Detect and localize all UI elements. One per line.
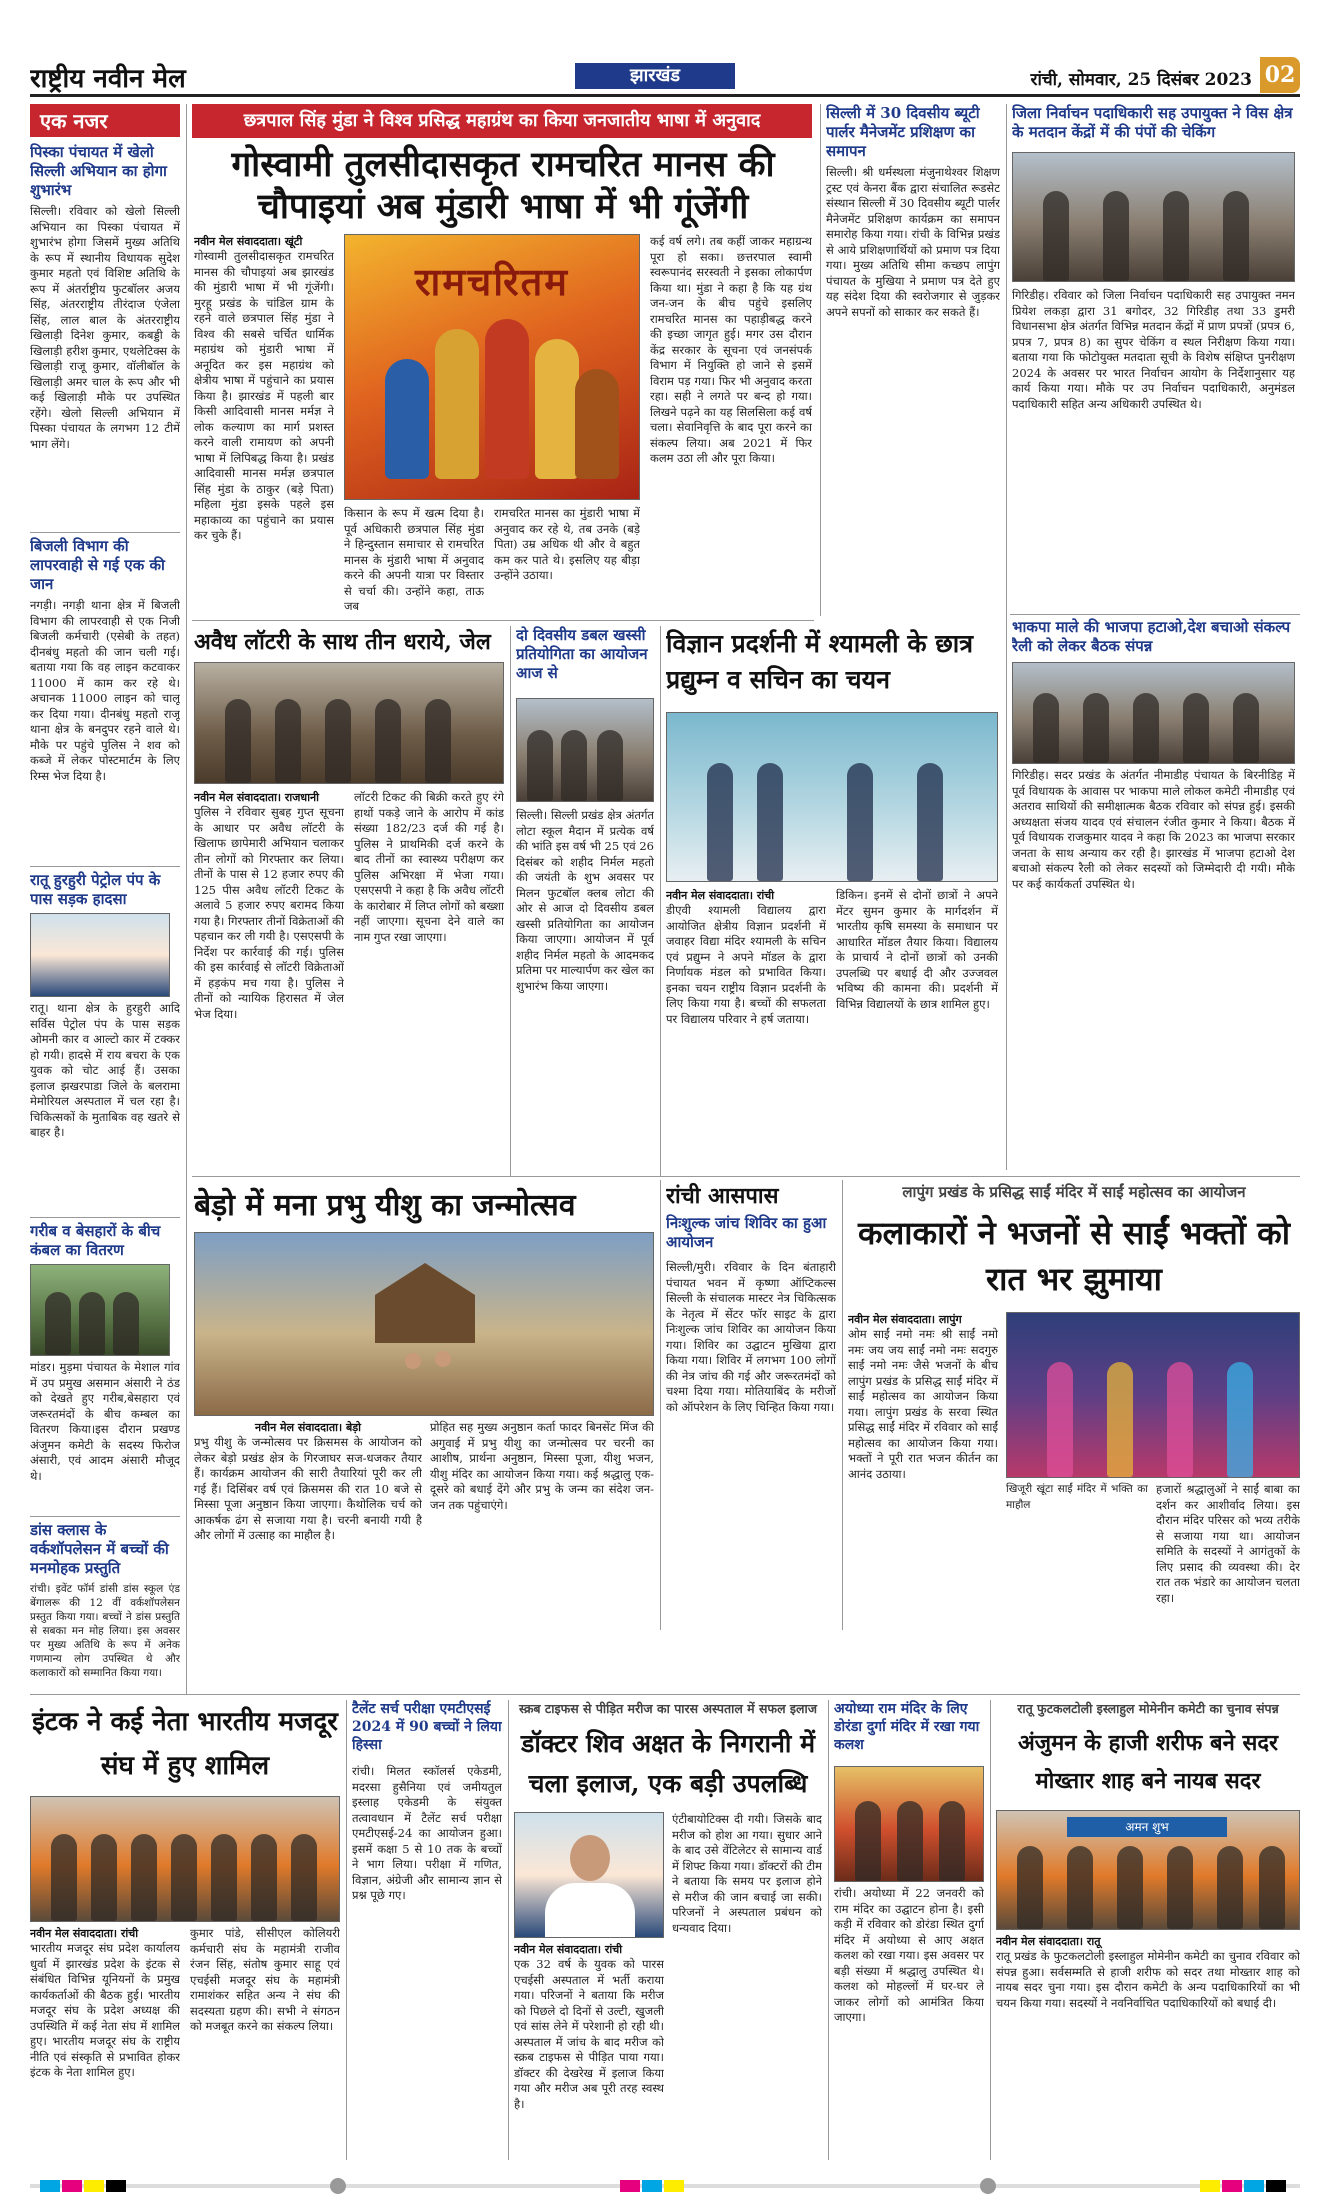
story-body: प्रभु यीशु के जन्मोत्सव पर क्रिसमस के आयोजन को लेकर बेड़ो प्रखंड क्षेत्र के गिरजाघर सज-धजकर तैयार हैं। कार्यक्रम आयोजन की सारी तैयारियां पूरी कर ली गई हैं। दिसिंबर वर्ष एवं क्रिसमस की रात 10 बजे से मिस्सा पूजा अनुष्ठान किया जाएगा। कैथोलिक चर्च को आकर्षक ढंग से सजाया गया है। चरनी बनायी गयी है और लोगों में उत्साह का माहौल है।	[194, 1435, 422, 1542]
ramayan-cover-photo: रामचरितम	[344, 234, 640, 500]
story-headline: सिल्ली में 30 दिवसीय ब्यूटी पार्लर मैनेजमेंट प्रशिक्षण का समापन	[826, 104, 980, 160]
story-body: एक 32 वर्ष के युवक को पारस एचईसी अस्पताल में भर्ती कराया गया। परिजनों ने बताया कि मरीज को पिछले दो दिनों से उल्टी, खुजली एवं सांस लेने में परेशानी हो रही थी। अस्पताल में जांच के बाद मरीज को स्क्रब टाइफस से पीड़ित पाया गया। डॉक्टर की देखरेख में इलाज किया गया और मरीज अब पूरी तरह स्वस्थ है।	[514, 1957, 664, 2111]
color-swatch	[1222, 2180, 1242, 2192]
sai-bhajan-photo	[1006, 1312, 1300, 1478]
story-headline: रातू हुरहुरी पेट्रोल पंप के पास सड़क हादसा	[30, 866, 180, 909]
story-body: रांची। मिलत स्कॉलर्स एकेडमी, मदरसा हुसैनिया एवं जमीयतुल इस्लाह एकेडमी के संयुक्त तत्वावधान में टैलेंट सर्च परीक्षा एमटीएसई-24 का आयोजन हुआ। इसमें कक्षा 5 से 10 तक के बच्चों ने भाग लिया। परीक्षा में गणित, विज्ञान, अंग्रेजी और सामान्य ज्ञान से प्रश्न पूछे गए।	[352, 1764, 502, 1902]
color-swatch	[106, 2180, 126, 2192]
color-swatch	[40, 2180, 60, 2192]
doctor-kicker: स्क्रब टाइफस से पीड़ित मरीज का पारस अस्पताल में सफल इलाज	[518, 1701, 818, 1716]
story-body: रातू। थाना क्षेत्र के हुरहुरी आदि सर्विस पेट्रोल पंप के पास सड़क ओमनी कार व आल्टो कार में टक्कर हो गयी। हादसे में राय बचरा के एक युवक को चोट आई हैं। उसका इलाज झखरपाडा जिले के बलरामा मेमोरियल अस्पताल में चल रहा है। चिकित्सकों के मुताबिक वह खतरे से बाहर है।	[30, 1001, 180, 1139]
doctor-headline: डॉक्टर शिव अक्षत के निगरानी में चला इलाज, एक बड़ी उपलब्धि	[520, 1729, 816, 1798]
beauty-story	[826, 104, 1000, 616]
doctor-photo	[514, 1812, 664, 1938]
photo-caption: खिजूरी खूंटा साईं मंदिर में भक्ति का माहौल	[1006, 1483, 1148, 1511]
bjp-headline: भाकपा माले की भाजपा हटाओ,देश बचाओ संकल्प रैली को लेकर बैठक संपन्न	[1012, 618, 1291, 655]
story-body: रातू प्रखंड के फुटकलटोली इस्लाहुल मोमेनीन कमेटी का चुनाव रविवार को संपन्न हुआ। सर्वसम्मति से हाजी शरीफ को सदर तथा मोख्तार शाह को नायब सदर चुना गया। इस दौरान कमेटी के अन्य पदाधिकारियों का भी चयन किया गया। सदस्यों ने नवनिर्वाचित पदाधिकारियों को बधाई दी।	[996, 1949, 1300, 2010]
story-body: मांडर। मुड़मा पंचायत के मेशाल गांव में उप प्रमुख असमान अंसारी ने ठंड को देखते हुए गरीब,बेसहारा एवं जरूरतमंदों के बीच कम्बल का वितरण किया।इस दौरान प्रखण्ड अंजुमन कमेटी के सदस्य फिरोज अंसारी, एवं आदम अंसारी मौजूद थे।	[30, 1360, 180, 1483]
color-swatch	[620, 2180, 640, 2192]
print-registration-bar	[0, 2168, 1325, 2205]
story-headline: बिजली विभाग की लापरवाही से गई एक की जान	[30, 532, 180, 594]
story-body: सिल्ली। रविवार को खेलो सिल्ली अभियान का पिस्का पंचायत में शुभारंभ होगा जिसमें मुख्य अतिथि के रूप में स्थानीय विधायक सुदेश कुमार महतो एवं विशिष्ट अतिथि के रूप में अंतर्राष्ट्रीय फुटबॉलर अजय सिंह, अंतरराष्ट्रीय तीरंदाज एंजेला सिंह, लाल बाल के अंतरराष्ट्रीय खिलाड़ी दिनेश कुमार, कबड्डी के खिलाड़ी हरीश कुमार, एथलेटिक्स के खिलाड़ी राजू कुमार, वॉलीबॉल के खिलाड़ी अमर चाल के रूप और भी कई खिलाड़ी मौके पर उपस्थित रहेंगे। खेलो सिल्ली अभियान में पिस्का पंचायत के लगभग 12 टीमें भाग लेंगे।	[30, 204, 180, 451]
lead-headline: गोस्वामी तुलसीदासकृत रामचरित मानस की चौपाइयां अब मुंडारी भाषा में भी गूंजेंगी	[231, 144, 775, 227]
story-body: किसान के रूप में खत्म दिया है। पूर्व अधिकारी छत्रपाल सिंह मुंडा ने हिन्दुस्तान समाचार से रामचरित मानस के मुंडारी भाषा में अनुवाद करने की अपनी यात्रा पर विस्तार से चर्चा की। उन्होंने कहा, ताऊ जब	[344, 506, 484, 613]
section-tag: झारखंड	[575, 63, 735, 89]
camp-headline: निःशुल्क जांच शिविर का हुआ आयोजन	[666, 1214, 827, 1251]
byline: नवीन मेल संवाददाता। रातू	[996, 1935, 1101, 1948]
story-headline: डांस क्लास के वर्कशॉपलेसन में बच्चों की मनमोहक प्रस्तुति	[30, 1516, 180, 1578]
sai-kicker: लापुंग प्रखंड के प्रसिद्ध साईं मंदिर में साईं महोत्सव का आयोजन	[902, 1183, 1246, 1201]
blanket-photo	[30, 1264, 170, 1356]
story-body: भारतीय मजदूर संघ प्रदेश कार्यालय धुर्वा में झारखंड प्रदेश के इंटक से संबंधित विभिन्न यूनियनों के प्रमुख कार्यकर्ताओं की बैठक हुई। भारतीय मजदूर संघ के प्रदेश अध्यक्ष की उपस्थिति में कई नेता संघ में शामिल हुए। भारतीय मजदूर संघ के राष्ट्रीय नीति एवं संस्कृति से प्रभावित होकर इंटक के नेता शामिल हुए।	[30, 1941, 180, 2079]
byline: नवीन मेल संवाददाता। बेड़ो	[255, 1421, 361, 1434]
doctor-story-col1	[514, 1942, 664, 2160]
page-number: 02	[1260, 57, 1300, 93]
story-body: सिल्ली। सिल्ली प्रखंड क्षेत्र अंतर्गत लोटा स्कूल मैदान में प्रत्येक वर्ष की भांति इस वर्ष भी 25 एवं 26 दिसंबर को शहीद निर्मल महतो की जयंती के शुभ अवसर पर मिलन फुटबॉल क्लब लोटा की ओर से आज दो दिवसीय डबल खस्सी प्रतियोगिता का आयोजन किया जाएगा। आयोजन में पूर्व शहीद निर्मल महतो के आदमकद प्रतिमा पर माल्यार्पण कर खेल का शुभारंभ किया जाएगा।	[516, 808, 654, 993]
story-headline: पिस्का पंचायत में खेलो सिल्ली अभियान का होगा शुभारंभ	[30, 143, 167, 199]
masthead	[30, 55, 1300, 97]
intuc-group-photo	[30, 1796, 340, 1922]
ek-nazar-title: एक नजर	[30, 104, 180, 137]
story-headline: जिला निर्वाचन पदाधिकारी सह उपायुक्त ने विस क्षेत्र के मतदान केंद्रों में की पंपों की चेकिंग	[1012, 104, 1293, 141]
story-body: कुमार पांडे, सीसीएल कोलियरी कर्मचारी संघ के महामंत्री राजीव रंजन सिंह, संतोष कुमार साहू एवं एचईसी मजदूर संघ के महामंत्री रामाशंकर सहित अन्य ने संघ की सदस्यता ग्रहण की। सभी ने संगठन को मजबूत करने का संकल्प लिया।	[190, 1926, 340, 2033]
lead-story-col1	[194, 234, 334, 614]
story-body: सिल्ली। श्री धर्मस्थला मंजुनाथेश्वर शिक्षण ट्रस्ट एवं केनरा बैंक द्वारा संचालित रूडसेट संस्थान सिल्ली में 30 दिवसीय ब्यूटी पार्लर मैनेजमेंट प्रशिक्षण कार्यक्रम का समापन समारोह किया गया। रांची के विभिन्न प्रखंड से आये प्रशिक्षणार्थियों को प्रमाण पत्र दिया गया। मुख्य अतिथि सीमा कच्छप लापुंग पंचायत के मुखिया ने प्रमाण पत्र देते हुए यह संदेश दिया की स्वरोजगार से जुड़कर अपने सपनों को साकार कर सकते हैं।	[826, 165, 1000, 319]
accident-photo	[30, 913, 170, 997]
story-body: डीएवी श्यामली विद्यालय द्वारा आयोजित क्षेत्रीय विज्ञान प्रदर्शनी में जवाहर विद्या मंदिर श्यामली के सचिन एवं प्रद्युम्न ने अपने मॉडल के द्वारा निर्णायक मंडल को प्रभावित किया। इनका चयन राष्ट्रीय विज्ञान प्रदर्शनी के लिए किया गया है। बच्चों की सफलता पर विद्यालय परिवार ने हर्ष जताया।	[666, 903, 826, 1026]
khassi-headline: दो दिवसीय डबल खस्सी प्रतियोगिता का आयोजन आज से	[516, 626, 648, 682]
story-body: रामचरित मानस का मुंडारी भाषा में अनुवाद कर रहे थे, तब उनके (बड़े पिता) उम्र अधिक थी और वे बहुत कम कर पाते थे। इसलिए यह बीड़ा उन्होंने उठाया।	[494, 506, 640, 582]
election-photo	[1012, 152, 1295, 282]
color-swatch	[642, 2180, 662, 2192]
sai-story-col1	[848, 1312, 998, 1630]
sai-headline: कलाकारों ने भजनों से साईं भक्तों को रात भर झुमाया	[858, 1214, 1290, 1298]
story-body: रांची। अयोध्या में 22 जनवरी को राम मंदिर का उद्घाटन होना है। इसी कड़ी में रविवार को डोरंडा स्थित दुर्गा मंदिर में अयोध्या से आए अक्षत कलश को रखा गया। इस अवसर पर बड़ी संख्या में श्रद्धालु उपस्थित थे। कलश को मोहल्लों में घर-घर ले जाकर लोगों को आमंत्रित किया जाएगा।	[834, 1886, 984, 2024]
byline: नवीन मेल संवाददाता। रांची	[514, 1943, 623, 1956]
story-body: पुलिस ने रविवार सुबह गुप्त सूचना के आधार पर अवैध लॉटरी के खिलाफ छापेमारी अभियान चलाकर तीन लोगों को गिरफ्तार कर लिया। तीनों के पास से 12 हजार रुपए की 125 पीस अवैध लॉटरी टिकट के अलावे 5 हजार रुपए बरामद किया गया है। गिरफ्तार तीनों विक्रेताओं की पहचान कर ली गयी है। एसएसपी के निर्देश पर कार्रवाई की गई। पुलिस की इस कार्रवाई से लॉटरी विक्रेताओं में हड़कंप मच गया है। पुलिस ने तीनों को न्यायिक हिरासत में जेल भेज दिया।	[194, 805, 344, 1021]
story-body: एंटीबायोटिक्स दी गयी। जिसके बाद मरीज को होश आ गया। सुधार आने के बाद उसे वेंटिलेटर से सामान्य वार्ड में शिफ्ट किया गया। डॉक्टरों की टीम ने बताया कि समय पर इलाज होने से मरीज की जान बचाई जा सकी। परिजनों ने अस्पताल प्रबंधन को धन्यवाद दिया।	[672, 1812, 822, 1935]
story-body: रांची। इवेंट फॉर्म डांसी डांस स्कूल एंड बेंगालरू की 12 वीं वर्कशॉपलेसन प्रस्तुत किया गया। बच्चों ने डांस प्रस्तुति से सबका मन मोह लिया। इस अवसर पर मुख्य अतिथि के रूप में अनेक गणमान्य लोग उपस्थित थे और कलाकारों को सम्मानित किया गया।	[30, 1583, 180, 1679]
story-body: ओम साईं नमो नमः श्री साईं नमो नमः जय जय साईं नमो नमः सदगुरु साईं नमो नमः जैसे भजनों के बीच लापुंग प्रखंड के प्रसिद्ध साईं मंदिर में साईं महोत्सव का आयोजन किया गया। लापुंग प्रखंड के सरवा स्थित प्रसिद्ध साईं मंदिर में रविवार को साईं महोत्सव का आयोजन किया गया। भक्तों ने पूरी रात भजन कीर्तन का आनंद उठाया।	[848, 1327, 998, 1481]
ayodhya-headline: अयोध्या राम मंदिर के लिए डोरंडा दुर्गा मंदिर में रखा गया कलश	[834, 1701, 980, 1753]
registration-mark	[330, 2178, 346, 2194]
registration-mark	[980, 2178, 996, 2194]
bjp-meeting-photo	[1012, 662, 1295, 764]
story-body: नगड़ी। नगड़ी थाना क्षेत्र में बिजली विभाग की लापरवाही से एक निजी बिजली कर्मचारी (एसेबी के तहत) दीनबंधु महतो की जान चली गई। बताया गया कि वह लाइन कटवाकर 11000 में काम कर रहे थे। अचानक 11000 लाइन को चालू कर दिया गया। दीनबंधु महतो राजू थाना क्षेत्र के बनदुपर रहने वाले थे। मौके पर पहुंचे पुलिस ने शव को कब्जे में लेकर पोस्टमार्टम के लिए रिम्स भेज दिया है।	[30, 598, 180, 783]
newspaper-logo: राष्ट्रीय नवीन मेल	[30, 64, 186, 94]
story-body: गिरिडीह। रविवार को जिला निर्वाचन पदाधिकारी सह उपायुक्त नमन प्रियेश लकड़ा द्वारा 31 बगोदर, 32 गिरिडीह तथा 33 डुमरी विधानसभा क्षेत्र अंतर्गत विभिन्न मतदान केंद्रों में प्राण प्रपत्रों (प्रपत्र 6, प्रपत्र 7, प्रपत्र 8) का सुपर चेकिंग व स्थल निरीक्षण किया गया। बताया गया कि फोटोयुक्त मतदाता सूची के विशेष संक्षिप्त पुनरीक्षण 2024 के अवसर पर भारत निर्वाचन आयोग के निर्देशानुसार यह कार्य किया गया। मौके पर उप निर्वाचन पदाधिकारी, अनुमंडल पदाधिकारी सहित अन्य अधिकारी उपस्थित थे।	[1012, 288, 1295, 411]
color-swatch	[84, 2180, 104, 2192]
story-body: गिरिडीह। सदर प्रखंड के अंतर्गत नीमाडीह पंचायत के बिरनीडिह में पूर्व विधायक के आवास पर भाकपा माले लोकल कमेटी नीमाडीह एवं अतराव साथियों की समीक्षात्मक बैठक रविवार को संपन्न हुई। इसकी अध्यक्षता संजय यादव एवं संचालन रंजीत कुमार ने किया। बैठक में पूर्व विधायक राजकुमार यादव ने कहा कि 2023 का भाजपा सरकार जनता के साथ अन्याय कर रही है। झारखंड में भाजपा हटाओ देश बचाओ संकल्प रैली को लेकर सदस्यों को जिम्मेदारी दी गयी। मौके पर कई कार्यकर्ता उपस्थित थे।	[1012, 768, 1295, 891]
byline: नवीन मेल संवाददाता। रांची	[666, 889, 775, 902]
intuc-headline: इंटक ने कई नेता भारतीय मजदूर संघ में हुए शामिल	[32, 1707, 338, 1781]
story-body: लॉटरी टिकट की बिक्री करते हुए रंगे हाथों पकड़े जाने के आरोप में कांड संख्या 182/23 दर्ज की गई है। पुलिस ने प्राथमिकी दर्ज करने के बाद तीनों का स्वास्थ्य परीक्षण कर पुलिस अभिरक्षा में भेजा गया। एसएसपी ने कहा है कि अवैध लॉटरी के कारोबार में लिप्त लोगों को बख्शा नहीं जाएगा। सूचना देने वाले का नाम गुप्त रखा जाएगा।	[354, 790, 504, 944]
talent-headline: टैलेंट सर्च परीक्षा एमटीएसई 2024 में 90 बच्चों ने लिया हिस्सा	[352, 1701, 502, 1753]
science-headline: विज्ञान प्रदर्शनी में श्यामली के छात्र प्रद्युम्न व सचिन का चयन	[666, 629, 974, 694]
intuc-story-col1	[30, 1926, 180, 2160]
kalash-photo	[834, 1766, 984, 1882]
anjuman-group-photo	[996, 1810, 1300, 1930]
story-body: प्रोहित सह मुख्य अनुष्ठान कर्ता फादर बिनसेंट मिंज की अगुवाई में प्रभु यीशु का जन्मोत्सव पर चरनी का आशीष, प्रार्थना अनुष्ठान, मिस्सा पूजा, यीशु भजन, यीशु मंदिर का आयोजन किया गया। कई श्रद्धालु एक-दूसरे को बधाई देंगे और प्रभु के जन्म का संदेश जन-जन तक पहुंचाएंगे।	[430, 1420, 654, 1512]
story-body: सिल्ली/मुरी। रविवार के दिन बंताहारी पंचायत भवन में कृष्णा ऑप्टिकल्स सिल्ली के संचालक मास्टर नेत्र चिकित्सक के नेतृत्व में सेंटर फॉर साइट के द्वारा निःशुल्क जांच शिविर का आयोजन किया गया। शिविर का उद्घाटन मुखिया द्वारा किया गया। शिविर में लगभग 100 लोगों की नेत्र जांच की गई और जरूरतमंदों को चश्मा दिया गया। मोतियाबिंद के मरीजों को ऑपरेशन के लिए चिन्हित किया गया।	[666, 1260, 836, 1414]
story-body: हजारों श्रद्धालुओं ने साईं बाबा का दर्शन कर आशीर्वाद लिया। इस दौरान मंदिर परिसर को भव्य तरीके से सजाया गया था। आयोजन समिति के सदस्यों ने आगंतुकों के लिए प्रसाद की व्यवस्था की। देर रात तक भंडारे का आयोजन चलता रहा।	[1156, 1482, 1300, 1605]
story-body: डिकिन। इनमें से दोनों छात्रों ने अपने मेंटर सुमन कुमार के मार्गदर्शन में भारतीय कृषि समस्या के समाधान पर आधारित मॉडल तैयार किया। विद्यालय के प्राचार्य ने दोनों छात्रों को उनकी उपलब्धि पर बधाई दी और उज्जवल भविष्य की कामना की। प्रदर्शनी में विभिन्न विद्यालयों के छात्र शामिल हुए।	[836, 888, 998, 1011]
anjuman-headline: अंजुमन के हाजी शरीफ बने सदर मोख्तार शाह बने नायब सदर	[1017, 1730, 1279, 1794]
anjuman-banner: अमन शुभ	[1067, 1817, 1227, 1837]
ranchi-aaspas-title: रांची आसपास	[666, 1183, 779, 1209]
byline: नवीन मेल संवाददाता। राजधानी	[194, 791, 319, 804]
science-exhibition-photo	[666, 712, 998, 882]
anjuman-story	[996, 1934, 1300, 2160]
nativity-photo	[194, 1232, 654, 1416]
science-story-col1	[666, 888, 826, 1170]
color-swatch	[1266, 2180, 1286, 2192]
christmas-story-col1	[194, 1420, 422, 1630]
story-body: गोस्वामी तुलसीदासकृत रामचरित मानस की चौपाइयां अब झारखंड की मुंडारी भाषा में भी गूंजेंगी। मुरहू प्रखंड के चांडिल ग्राम के रहने वाले छत्रपाल सिंह मुंडा ने विश्व की सबसे चर्चित धार्मिक महाग्रंथ को मुंडारी भाषा में अनूदित कर इस महाग्रंथ को क्षेत्रीय भाषा में पहुंचाने का प्रयास किया है। झारखंड में पहली बार किसी आदिवासी मानस मर्मज्ञ ने लोक कल्याण का मार्ग प्रशस्त करने वाली रामायण को अपनी भाषा में लिपिबद्ध किया है। प्रखंड आदिवासी मानस मर्मज्ञ छत्रपाल सिंह मुंडा के ठाकुर (बड़े पिता) महिला मुंडा इसके पहले इस महाकाव्य का पहुंचाने का प्रयास कर चुके हैं।	[194, 249, 334, 542]
lead-kicker: छत्रपाल सिंह मुंडा ने विश्व प्रसिद्ध महाग्रंथ का किया जनजातीय भाषा में अनुवाद	[192, 104, 812, 138]
story-body: कई वर्ष लगे। तब कहीं जाकर महाग्रन्थ पूरा हो सका। छत्तरपाल स्वामी स्वरूपानंद सरस्वती ने इसका लोकार्पण किया था। मुंडा ने कहा है कि यह ग्रंथ जन-जन के बीच पहुंचे इसलिए रामचरित मानस का पहाड़ीबद्ध करने की इच्छा जागृत हुई। मगर उस दौरान केंद्र सरकार के सूचना एवं जनसंपर्क विभाग में नियुक्ति हो जाने से इसमें विराम पड़ गया। फिर भी अनुवाद करता रहा। सही ने लगते पर बन्द हो गया। लिखने पढ़ने का यह सिलसिला कई वर्ष चला। सेवानिवृत्ति के बाद पूरा करने का संकल्प लिया। अब 2021 में फिर कलम उठा ली और पूरा किया।	[650, 234, 812, 465]
color-swatch	[664, 2180, 684, 2192]
color-swatch	[1244, 2180, 1264, 2192]
dateline: रांची, सोमवार, 25 दिसंबर 2023	[1030, 70, 1252, 90]
khassi-photo	[516, 698, 654, 802]
byline: नवीन मेल संवाददाता। खूंटी	[194, 235, 303, 248]
byline: नवीन मेल संवाददाता। रांची	[30, 1927, 139, 1940]
color-swatch	[1200, 2180, 1220, 2192]
story-headline: गरीब व बेसहारों के बीच कंबल का वितरण	[30, 1217, 180, 1260]
lottery-story-col1	[194, 790, 344, 1170]
color-swatch	[62, 2180, 82, 2192]
lottery-headline: अवैध लॉटरी के साथ तीन धराये, जेल	[194, 629, 491, 655]
byline: नवीन मेल संवाददाता। लापुंग	[848, 1313, 962, 1326]
lottery-arrest-photo	[194, 662, 504, 784]
anjuman-kicker: रातू फुटकलटोली इस्लाहुल मोमेनीन कमेटी का चुनाव संपन्न	[1017, 1701, 1279, 1716]
christmas-headline: बेड़ो में मना प्रभु यीशु का जन्मोत्सव	[194, 1188, 576, 1223]
